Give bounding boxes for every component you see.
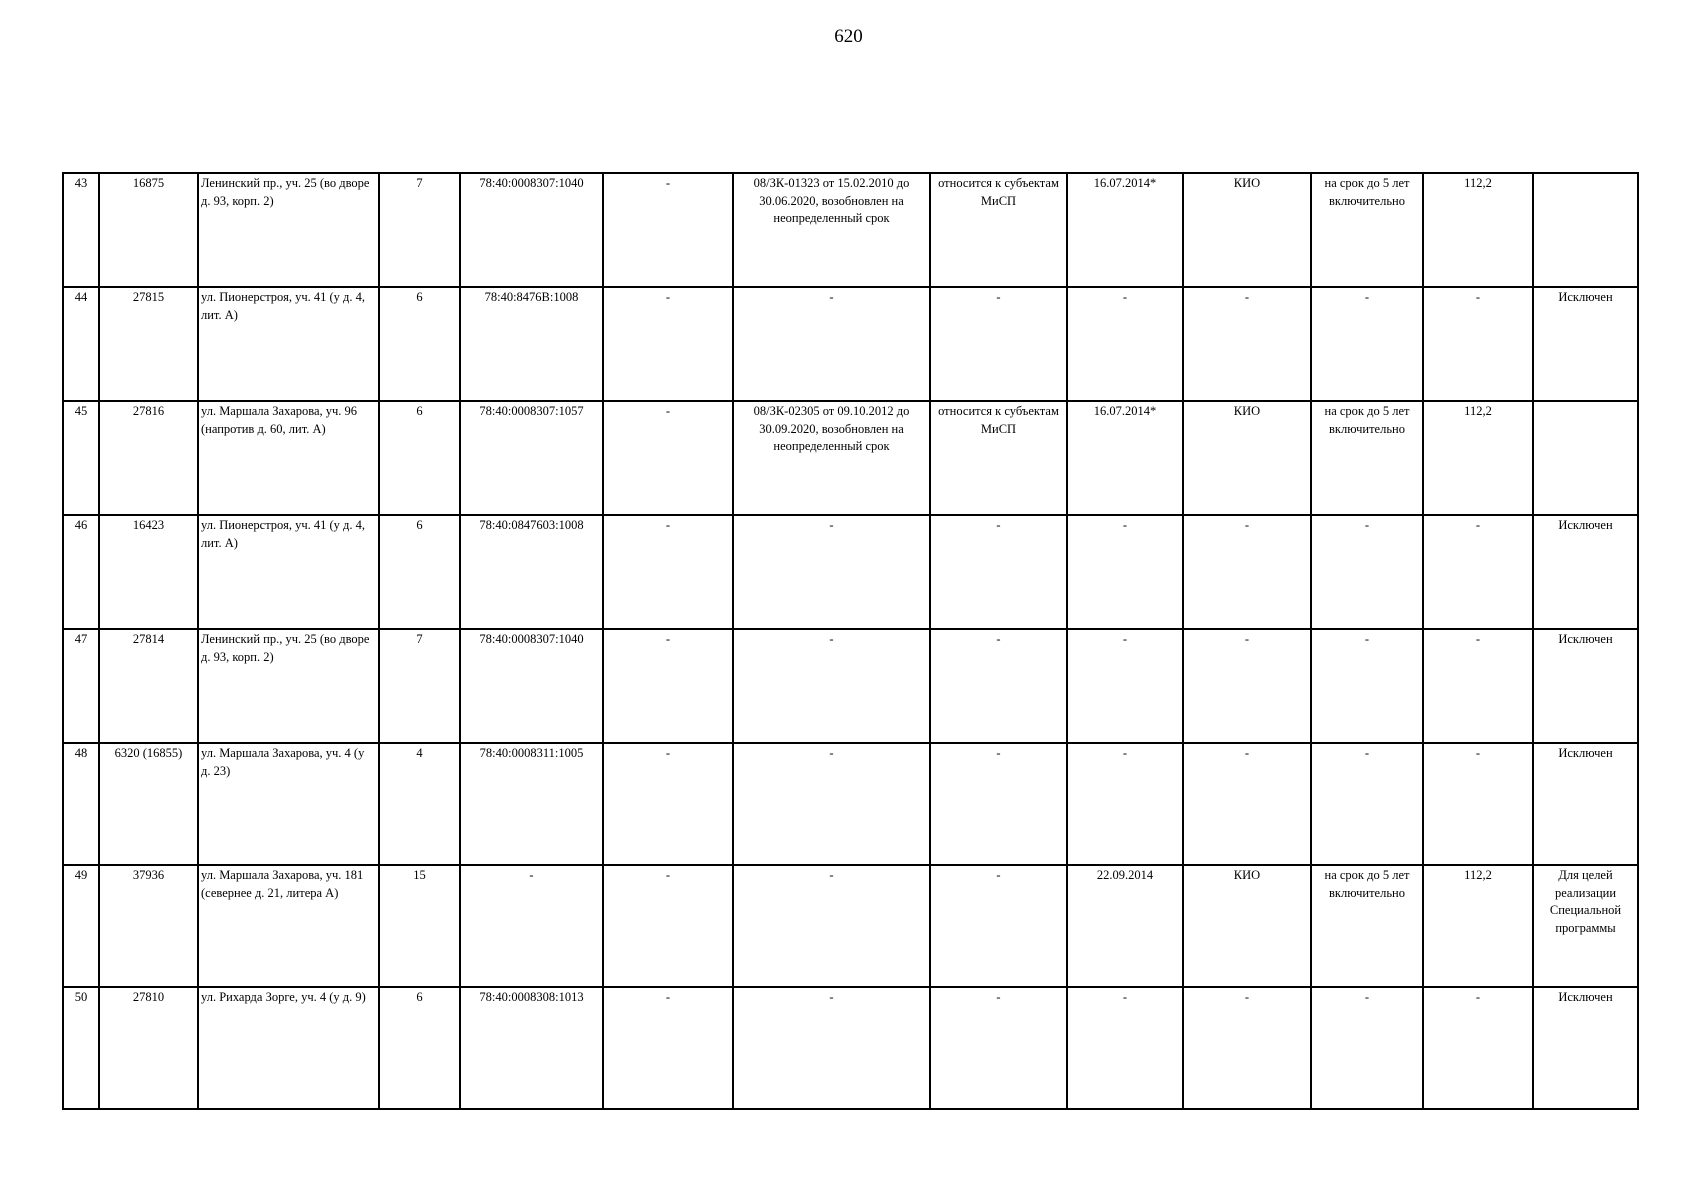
row-number: 45 xyxy=(63,401,99,515)
smsp-status: относится к субъектам МиСП xyxy=(930,173,1067,287)
zone: 7 xyxy=(379,629,460,743)
table-row xyxy=(63,987,1638,1109)
note: Исключен xyxy=(1533,743,1638,865)
contract: 08/ЗК-02305 от 09.10.2012 до 30.09.2020, возобновлен на неопределенный срок xyxy=(733,401,930,515)
smsp-status: - xyxy=(930,629,1067,743)
zone: 7 xyxy=(379,173,460,287)
smsp-status: относится к субъектам МиСП xyxy=(930,401,1067,515)
row-number: 44 xyxy=(63,287,99,401)
term: на срок до 5 лет включительно xyxy=(1311,173,1423,287)
row-number: 43 xyxy=(63,173,99,287)
note: Исключен xyxy=(1533,515,1638,629)
value: - xyxy=(1423,743,1533,865)
note xyxy=(1533,401,1638,515)
contract: - xyxy=(733,629,930,743)
note: Исключен xyxy=(1533,287,1638,401)
row-number: 50 xyxy=(63,987,99,1109)
term: на срок до 5 лет включительно xyxy=(1311,865,1423,987)
smsp-status: - xyxy=(930,987,1067,1109)
value: 112,2 xyxy=(1423,173,1533,287)
cadastral-number: 78:40:0008308:1013 xyxy=(460,987,603,1109)
note: Исключен xyxy=(1533,987,1638,1109)
cadastral-number: 78:40:0008307:1057 xyxy=(460,401,603,515)
object-id: 27810 xyxy=(99,987,198,1109)
zone: 6 xyxy=(379,401,460,515)
smsp-status: - xyxy=(930,743,1067,865)
object-id: 27814 xyxy=(99,629,198,743)
table-row xyxy=(63,401,1638,515)
address: ул. Маршала Захарова, уч. 181 (севернее д. 21, литера А) xyxy=(198,865,379,987)
address: Ленинский пр., уч. 25 (во дворе д. 93, корп. 2) xyxy=(198,629,379,743)
organization: КИО xyxy=(1183,173,1311,287)
object-id: 27816 xyxy=(99,401,198,515)
column-6-value: - xyxy=(603,865,733,987)
zone: 4 xyxy=(379,743,460,865)
row-number: 49 xyxy=(63,865,99,987)
organization: - xyxy=(1183,987,1311,1109)
row-number: 47 xyxy=(63,629,99,743)
contract: - xyxy=(733,987,930,1109)
cadastral-number: 78:40:0008307:1040 xyxy=(460,629,603,743)
address: Ленинский пр., уч. 25 (во дворе д. 93, корп. 2) xyxy=(198,173,379,287)
date: - xyxy=(1067,987,1183,1109)
object-id: 6320 (16855) xyxy=(99,743,198,865)
term: - xyxy=(1311,629,1423,743)
date: - xyxy=(1067,287,1183,401)
table-row xyxy=(63,173,1638,287)
row-number: 46 xyxy=(63,515,99,629)
cadastral-number: 78:40:0008311:1005 xyxy=(460,743,603,865)
organization: КИО xyxy=(1183,401,1311,515)
term: на срок до 5 лет включительно xyxy=(1311,401,1423,515)
cadastral-number: 78:40:0847603:1008 xyxy=(460,515,603,629)
date: - xyxy=(1067,743,1183,865)
note: Исключен xyxy=(1533,629,1638,743)
smsp-status: - xyxy=(930,287,1067,401)
smsp-status: - xyxy=(930,865,1067,987)
column-6-value: - xyxy=(603,401,733,515)
organization: КИО xyxy=(1183,865,1311,987)
table-row xyxy=(63,865,1638,987)
object-id: 16875 xyxy=(99,173,198,287)
organization: - xyxy=(1183,515,1311,629)
object-id: 16423 xyxy=(99,515,198,629)
organization: - xyxy=(1183,743,1311,865)
zone: 6 xyxy=(379,987,460,1109)
contract: - xyxy=(733,865,930,987)
page-number: 620 xyxy=(834,26,863,47)
address: ул. Маршала Захарова, уч. 4 (у д. 23) xyxy=(198,743,379,865)
contract: - xyxy=(733,515,930,629)
table-row xyxy=(63,743,1638,865)
value: - xyxy=(1423,987,1533,1109)
zone: 6 xyxy=(379,515,460,629)
column-6-value: - xyxy=(603,629,733,743)
object-id: 37936 xyxy=(99,865,198,987)
registry-table xyxy=(62,172,1639,1110)
column-6-value: - xyxy=(603,987,733,1109)
organization: - xyxy=(1183,629,1311,743)
row-number: 48 xyxy=(63,743,99,865)
date: 16.07.2014* xyxy=(1067,401,1183,515)
term: - xyxy=(1311,987,1423,1109)
value: - xyxy=(1423,287,1533,401)
organization: - xyxy=(1183,287,1311,401)
term: - xyxy=(1311,743,1423,865)
address: ул. Маршала Захарова, уч. 96 (напротив д. 60, лит. А) xyxy=(198,401,379,515)
smsp-status: - xyxy=(930,515,1067,629)
table-row xyxy=(63,515,1638,629)
date: - xyxy=(1067,629,1183,743)
zone: 6 xyxy=(379,287,460,401)
term: - xyxy=(1311,515,1423,629)
cadastral-number: 78:40:0008307:1040 xyxy=(460,173,603,287)
cadastral-number: 78:40:8476В:1008 xyxy=(460,287,603,401)
contract: - xyxy=(733,287,930,401)
column-6-value: - xyxy=(603,743,733,865)
table-row xyxy=(63,287,1638,401)
address: ул. Пионерстроя, уч. 41 (у д. 4, лит. А) xyxy=(198,287,379,401)
column-6-value: - xyxy=(603,287,733,401)
note xyxy=(1533,173,1638,287)
value: 112,2 xyxy=(1423,865,1533,987)
table-row xyxy=(63,629,1638,743)
value: - xyxy=(1423,629,1533,743)
column-6-value: - xyxy=(603,515,733,629)
column-6-value: - xyxy=(603,173,733,287)
cadastral-number: - xyxy=(460,865,603,987)
address: ул. Рихарда Зорге, уч. 4 (у д. 9) xyxy=(198,987,379,1109)
contract: - xyxy=(733,743,930,865)
value: - xyxy=(1423,515,1533,629)
object-id: 27815 xyxy=(99,287,198,401)
zone: 15 xyxy=(379,865,460,987)
date: - xyxy=(1067,515,1183,629)
note: Для целей реализации Специальной программы xyxy=(1533,865,1638,987)
term: - xyxy=(1311,287,1423,401)
date: 16.07.2014* xyxy=(1067,173,1183,287)
date: 22.09.2014 xyxy=(1067,865,1183,987)
contract: 08/ЗК-01323 от 15.02.2010 до 30.06.2020, возобновлен на неопределенный срок xyxy=(733,173,930,287)
value: 112,2 xyxy=(1423,401,1533,515)
address: ул. Пионерстроя, уч. 41 (у д. 4, лит. А) xyxy=(198,515,379,629)
